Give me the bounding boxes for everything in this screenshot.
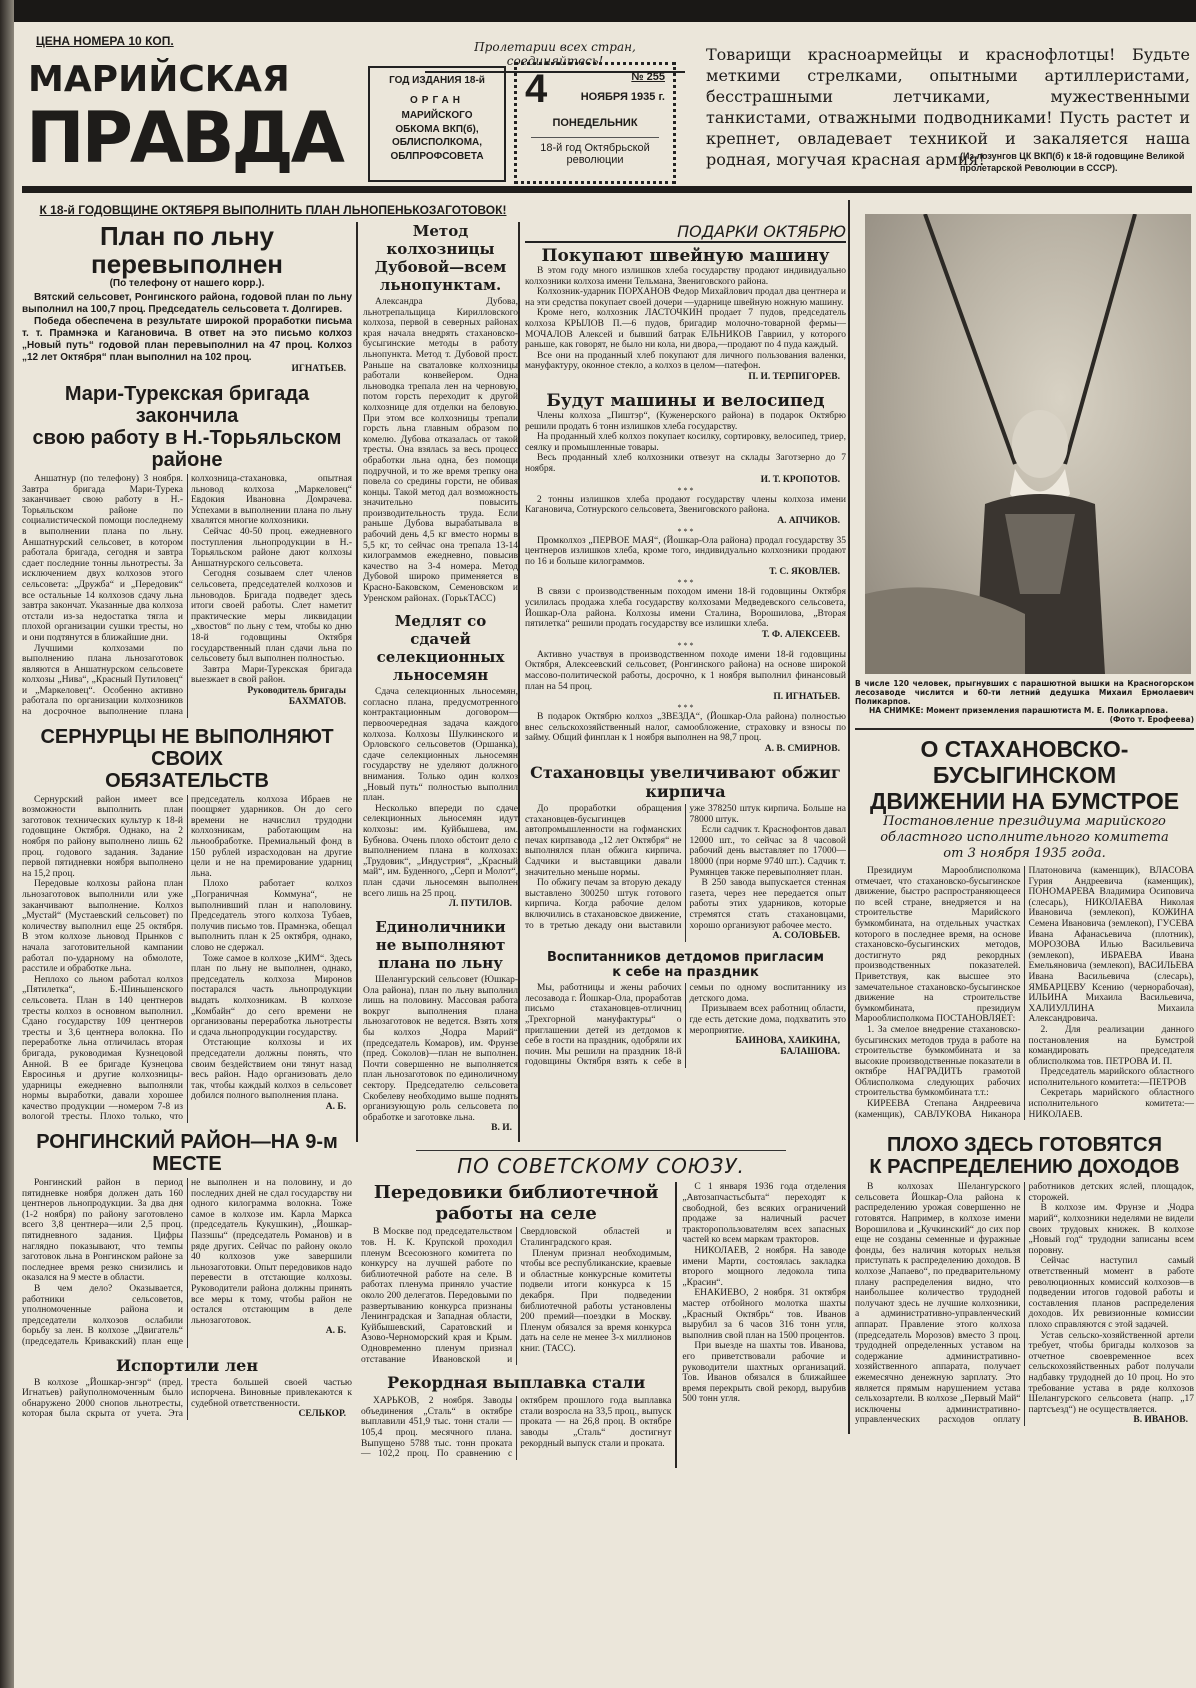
photo-caption: В числе 120 человек, прыгнувших с парашютной вышки на Красногорском лесозаводе числится и 60-ти летний дедушка Михаил Ермолаевич Поликарпов. [855,679,1194,706]
paragraph: До проработки обращения стахановцев-бусыгинцев автопромышленности на гофманских печах кирпзавода „12 лет Октября“ не выполнялся план обжига кирпича. Садчики и выставщики давали значительно меньше нормы. [525,804,682,878]
paragraph: Отстающие колхозы и их председатели должны понять, что своим бездействием они тянут назад весь район. Надо организовать дело так, чтобы каждый колхоз в сельсовет добился полного выполнения плана. [191,1038,352,1102]
paragraph: 2. Для реализации данного постановления на Бумстрой командировать председателя облисполкома тов. ПЕТРОВА И. П. [1028,1024,1194,1067]
headline: Единоличники не выполняют плана по льну [375,918,506,973]
paragraph: НИКОЛАЕВ, 2 ноября. На заводе имени Марти, состоялась закладка второго мощного ледокола типа „Красин“. [682,1245,846,1288]
date-box [514,62,676,184]
photo-parachutist [865,214,1191,674]
byline: Руководитель бригады [247,685,346,696]
paragraph: В связи с производственным походом имени 18-й годовщины Октября усилилась продажа хлеба государству колхозами Медведевского сельсовета, Йошкар-Ола района. Колхозы имени Сталина, Ворошилова, „Вторая пятилетка“ решили продать государству все излишки хлеба. [525,587,846,630]
article-steel-record [361,1373,671,1460]
separator-asterisks: * * * [677,703,694,713]
headline: Передовики библиотечной [373,1182,659,1204]
paragraph: Призываем всех работниц области, где есть детские дома, подхватить это мероприятие. [689,1004,846,1036]
newspaper-logo-line2: ПРАВДА [26,97,342,179]
paragraph: Все они на проданный хлеб покупают для личного пользования валенки, мануфактуру, оконное стекло, а колхоз в целом—патефон. [525,350,846,372]
byline: БАИНОВА, ХАИКИНА, [735,1036,840,1047]
paragraph: Сегодня созываем слет членов сельсовета, председателей колхозов и льноводов. Бригада подведет здесь итоги своей работы. Слет наметит практические меры ликвидации „хвостов“ по льну с тем, чтобы ко дню 18-й годовщины Октября государственный план сдачи льна по сельсовету был выполнен полностью. [191,569,352,665]
article-sewing-machine [525,246,846,383]
scan-left-edge [0,0,14,1688]
paragraph: Активно участвуя в производственном походе имени 18-й годовщины Октября, Алексеевский сельсовет, (Ронгинского района) на основе широкой массово-политической работы, досрочно, к 1 ноября выполнил финансовый план на 54 проц. [525,649,846,692]
paragraph: ЕНАКИЕВО, 2 ноября. 31 октября мастер отбойного молотка шахты „Красный Октябрь“ тов. Иванов вырубил за 6 часов 316 тонн угля, выполнив свой план на 1500 процентов. [682,1288,846,1341]
paragraph: Ронгинский район в период пятидневке ноября должен дать 160 центнеров льнопродукции. За два дня (1-2 ноября) по району заготовлено всего 3,8 центнера—или 2,5 проц. пятидневного задания. Цифры наглядно показывают, что темпы заготовок льна в Ронгинском районе за последнее время резко снизились и оказался на 9 месте в области. [22,1178,183,1284]
headline: ДВИЖЕНИИ НА БУМСТРОЕ [869,788,1180,814]
organ-line: МАРИЙСКОГО [401,110,473,121]
paragraph: Сдача селекционных льносемян, согласно плана, предусмотренного контрактационным договором—первоочередная задача каждого колхоза. Колхозы Шулкинского и Орловского сельсоветов (Оршанка), сдаче селекционных льносемян государству не уделяют должного внимания. Только один колхоз „Новый путь“ полностью выполнил план. [363,687,518,804]
paragraph: По обжигу печам за вторую декаду выставлено 300250 штук готового кирпича. Когда рабочие делом включились в стахановское движение, то в третью декаду они выставили уже 378250 штук кирпича. Больше на 78000 штук. [525,804,846,931]
paragraph: Устав сельско-хозяйственной артели требует, чтобы бригады колхозов за отчетное своевременное всех сельскохозяйственных работ получали надбавку трудодней до 10 проц. Но это требование устава в ряде колхозов Шелангурского сельсовета (напр. „17 партсъезд“) не осуществляется. [1028,1330,1194,1415]
paragraph: Несколько впереди по сдаче селекционных льносемян идут колхозы: им. Куйбышева, им. Бубнова. Очень плохо обстоит дело с выполнением плана в колхозах: „Трудовик“, „Индустрия“, „Красный май“, им. Буденного, „Серп и Молот“, план сдачи льносемян выполнен всего лишь на 25 проц. [363,803,518,899]
middle-top-row [356,222,846,1142]
paragraph: Александра Дубова, льнотрепальщица Кирилловского колхоза, первой в северных районах края начала внедрять стахановско-бусыгинские методы в работу льнопункта. Метод т. Дубовой прост. Раньше на сваталовке колхозницы работали конвейером. Одна льноводка трепала лен на черновую, потом горсть переходит к другой колхознице для отделки на беловую. При этом все колхозницы трепали горсть льна главным образом по комелю. Дубова отказалась от такой тресты. Она взялась за весь процесс обработки льна одна, без помощи подручной, и то же время трепку она повела со средины горсти, не обивая концы. Такой метод дал возможность значительно повысить производительность труда. Если раньше Дубова вырабатывала в рабочий день 4,5 кг вместо нормы в 5,5 кг, то сейчас она трепала 13-14 килограммов ежедневно, повысив качество на 3-4 номера. Метод Дубовой широко применяется в Красно-Баковском, Семеновском и Уренском районах. (ГорькТАСС) [363,297,518,604]
paragraph: В чем дело? Оказывается, работники сельсоветов, уполномоченные района и председатели колхозов ослабили борьбу за лен. В колхозе „Двигатель“ (председатель Кривакский) план еще не выполнен и на половину, и до последних дней не сдал государству ни одного килограмма волокна. Тоже самое в колхозе им. Карла Маркса (председатель Кукушкин), „Йошкар-Пазэшы“ (председатель Романов) и в ряде других. Сейчас по району около 40 колхозов уже завершили льнозаготовки. Опыт передовиков надо перевести в отстающие колхозы. Руководители района должны принять все меры к тому, чтобы район не остался отстающим в деле льнозаготовок. [22,1178,352,1347]
paragraph: В подарок Октябрю колхоз „ЗВЕЗДА“, (Йошкар-Ола района) полностью внес сельскохозяйственный налог, самообложение, страховку и взносы по займу. Общий финплан к 1 ноября выполнен на 98,7 проц. [525,712,846,744]
byline: А. СОЛОВЬЕВ. [772,931,840,942]
byline: ИГНАТЬЕВ. [291,364,346,374]
photo-caption-block [855,679,1194,724]
paragraph: В колхозе „Йошкар-энгэр“ (пред. Игнатьев) райуполномоченным было обнаружено 2000 снопов льнотресты, которая была скрыта от учета. Эта треста большей своей частью испорчена. Виновные привлекаются к судебной ответственности. [22,1377,352,1420]
separator-asterisks: * * * [677,640,694,650]
paragraph: Вятский сельсовет, Ронгинского района, годовой план по льну выполнил на 100,7 проц. Председатель сельсовета т. Долгирев. [22,292,352,315]
scan-top-edge [0,0,1196,22]
slogan-source: (Из лозунгов ЦК ВКП(б) к 18-й годовщине Великой пролетарской Революции в СССР). [960,151,1185,173]
photo-credit: (Фото т. Ерофеева) [1109,715,1194,724]
byline: Т. С. ЯКОВЛЕВ. [769,567,840,578]
organ-label: ОРГАН [410,94,464,106]
banner-headline: К 18-й ГОДОВЩИНЕ ОКТЯБРЯ ВЫПОЛНИТЬ ПЛАН ЛЬНОПЕНЬКОЗАГОТОВОК! [39,203,507,217]
issue-price: ЦЕНА НОМЕРА 10 КОП. [36,34,174,48]
paragraph: 2 тонны излишков хлеба продают государству члены колхоза имени Кагановича, Сотнурского сельсовета, Звениговского района. [525,494,846,516]
date-month-year: НОЯБРЯ 1935 г. [580,91,665,103]
headline: к себе на праздник [612,965,759,981]
paragraph: В колхозе им. Фрунзе и „Чодра марий“, колхозники неделями не видели своих трудовых книжек. В колхозе „Новый год“ трудодни записаны всем поровну. [1028,1203,1194,1256]
organ-box [368,66,506,182]
headline: свою работу в Н.-Торьяльском районе [32,427,342,471]
headline: Испортили лен [115,1355,259,1375]
paragraph: В 250 завода выпускается стенная газета, через нее передается опыт работы этих ударников, которые стремятся стать стахановцами, хорошо организуют рабочее место. [689,878,846,931]
paragraph: Секретарь марийского областного исполнительного комитета:—НИКОЛАЕВ. [1028,1088,1194,1120]
motto: Пролетарии всех стран, соединяйтесь! [425,40,685,73]
separator-asterisks: * * * [677,578,694,588]
divider [855,728,1194,730]
article-spoiled-flax [22,1356,352,1421]
byline: БАХМАТОВ. [288,696,346,707]
headline: Стахановцы увеличивают обжиг кирпича [530,763,841,801]
parachutist-figure-icon [865,214,1191,674]
headline: Метод колхозницы Дубовой—всем льнопунктам. [374,222,507,294]
article-mari-turek-brigade [22,383,352,718]
paragraph: Если садчик т. Краснофонтов давал 12000 шт., то сейчас за 8 часовой рабочий день выставляет по 17000—18000 (при норме 9740 шт.). Садчик т. Румянцев также перевыполняет план. [689,825,846,878]
paragraph: Плохо работает колхоз „Пограничная Коммуна“, не выполнивший план и наполовину. Председатель этого колхоза Тубаев, получив письмо тов. Прамнэка, обещал выполнить план к 25 октября, однако, слово не сдержал. [191,879,352,953]
subheadline: Постановление президиума марийского [883,814,1166,829]
paragraph: Победа обеспечена в результате широкой проработки письма т. т. Прамнэка и Кагановича. В ответ на это письмо колхоз „Новый путь“ годовой план перевыполнил на 47 проц. Колхоз „12 лет Октября“ план выполнил на 102 проц. [22,316,352,363]
middle-zone [356,222,846,1468]
byline: СЕЛЬКОР. [298,1409,346,1420]
article-individual-farmers [363,918,518,1134]
headline: РОНГИНСКИЙ РАЙОН—НА 9-м МЕСТЕ [36,1131,338,1176]
article-bumstroy-decree [855,736,1194,1120]
news-briefs [675,1182,846,1467]
paragraph: Мы, работницы и жены рабочих лесозавода г. Йошкар-Ола, проработав письмо стахановцев-отличниц „Трехгорной мануфактуры“ о приглашении детей из детдомов к себе в гости на праздник, одобряли их почин. Мы решили на праздник 18-й годовщины Октября взять к себе в семьи по одному воспитаннику из детского дома. [525,983,846,1068]
paragraph: КИРЕЕВА Степана Андреевича (каменщик), САВЛУКОВА Никанора Платоновича (каменщик), ВЛАСОВА Гурия Андреевича (каменщик), ПОНОМАРЕВА Владимира Осиповича (слесарь), НИКОЛАЕВА Николая Ивановича (землекоп), КОЖИНА Семена Ивановича (землекоп), ГУСЕВА Ивана Афанасьевича (плотник), МОРОЗОВА Илью Васильевича (землекоп), ИБРАЕВА Ивана Емельяновича (землекоп), ВАСИЛЬЕВА Ивана Васильевича (слесарь), ЯМБАРЦЕВУ Ксению (чернорабочая), ИЛЬИНА Михаила Васильевича, ХАЛИУЛЛИНА Михаила Александровича. [855,866,1194,1120]
subheadline: областного исполнительного комитета [880,830,1169,845]
article-library-work [361,1182,671,1365]
paragraph: Завтра Мари-Турекская бригада выезжает в свой район. [191,664,352,686]
paragraph: Председатель марийского областного исполнительного комитета:—ПЕТРОВ [1028,1067,1194,1088]
newspaper-logo-line1: МАРИЙСКАЯ [28,59,290,100]
paragraph: ХАРЬКОВ, 2 ноября. Заводы объединения „Сталь“ в октябре выплавили 451,9 тыс. тонн стали — 105,4 проц. месячного плана. Выпущено 5788 тыс. тонн проката — 102,2 проц. По сравнению с октябрем прошлого года выплавка стали возросла на 33,5 проц., выпуск проката — на 26,8 проц. В октябре заводы „Сталь“ достигнут рекордный выпуск стали и проката. [361,1396,672,1460]
byline: В. ИВАНОВ. [1133,1415,1188,1426]
paragraph: Сейчас 40-50 проц. ежедневного поступления льнопродукции в Н.-Торьяльском районе дают колхозы Аншатнурского сельсовета. [191,526,352,569]
organ-line: ОБЛИСПОЛКОМА, [391,137,483,148]
date-day: 4 [525,67,548,111]
headline: О СТАХАНОВСКО-БУСЫГИНСКОМ [920,736,1129,788]
paragraph: Тоже самое в колхозе „КИМ“. Здесь план по льну не выполнен, однако, председатель колхоза Миронов постарался часть льнопродукции выдать колхозникам. В колхозе „Комбайн“ до сего времени не организованы переработка льнотресты и сдача льнопродукции государству. [191,953,352,1038]
article-sernur [22,726,352,1123]
paragraph: Пленум признал необходимым, чтобы все республиканские, краевые и областные конкурсные комитеты подвели итоги конкурса к 15 декабря. При подведении библиотечной работы установлены 200 премий—поездки в Москву. Пленум обязался за время конкурса дать на селе не менее 3-х миллионов книг. (ТАСС). [520,1248,672,1354]
separator-asterisks: * * * [677,485,694,495]
headline: Мари-Турекская бригада закончила [64,383,310,427]
paragraph: Неплохо со льном работал колхоз „Пятилетка“, Б.-Шиньшенского сельсовета. План в 140 центнеров тресты колхоз в основном выполнил. Сдано государству 109 центнеров тресты и 3,6 центнера волокна. По переработке льна отличилась вторая бригада, руководимая Кузнецовой Анной. В ее бригаде Кузнецова Евросинья и другие колхозницы-ударницы ежедневно выполняли нормы выработки, давали хорошее качество продукции —номером 7-8 из вологой тресты. Плохо только, что председатель колхоза Ибраев не поощряет ударников. Он до сего времени не начислил трудодни колхозникам, работающим на льнообработке. Премиальный фонд в 150 рублей израсходован на другие цели и не на премирование ударниц льна. [22,794,352,1123]
revolution-year: 18-й год Октябрьской революции [531,137,659,166]
headline: ПЛОХО ЗДЕСЬ ГОТОВЯТСЯ [887,1134,1162,1157]
paragraph: В колхозах Шелангурского сельсовета Йошкар-Ола района к распределению урожая совершенно не готовятся. Например, в колхозе имени Ворошилова и „Кучкинский“ до сих пор еще не созданы семенные и фуражные фонды, без наличия которых нельзя приступать к распределению доходов. В колхозе „Чапаево“, по предварительному плану распределения видно, что наибольшее количество трудодней получают здесь не лучшие колхозники, а административно-управленческий аппарат. Правление этого колхоза (председатель Морозов) вместо 3 проц. трудодней определенных уставом на содержание административно-хозяйственного аппарата, получает ежемесячно денежную зарплату. Это является прямым нарушением устава сельхозартели. В колхозе „Первый Май“ исключены административно-управленческих расходов оплату работников детских яслей, площадок, сторожей. [855,1182,1194,1426]
paragraph: Президиум Марооблисполкома отмечает, что стахановско-бусыгинское движение, быстро распространяющееся по всей стране, внедряется и на строительстве Марийского бумкомбината, на отдельных участках которого в последнее время, на основе стахановско-бусыгинских методов, достигнуто ряд рекордных производственных показателей. Приветствуя, как высшее это замечательное стахановско-бусыгинское движение на строительстве бумкомбината, президиум Марооблисполкома ПОСТАНОВЛЯЕТ: [855,866,1021,1025]
paragraph: Сейчас наступил самый ответственный момент в работе революционных комиссий колхозов—в подведении итогов годовой работы и составления планов распределения доходов. Их ревизионные комиссии плохо справляются с этой задачей. [1028,1256,1194,1330]
headline: Рекордная выплавка стали [387,1373,646,1393]
byline: П. И. ТЕРПИГОРЕВ. [748,371,840,382]
headline: К РАСПРЕДЕЛЕНИЮ ДОХОДОВ [869,1156,1180,1179]
byline: А. Б. [325,1326,346,1337]
byline: А. В. СМИРНОВ. [764,744,840,754]
byline: А. Б. [325,1101,346,1112]
headline: Воспитанников детдомов пригласим [546,950,825,966]
organ-line: ОБКОМА ВКП(б), [395,123,479,135]
paragraph: Колхозник-ударник ПОРХАНОВ Федор Михайлович продал два центнера и на эти средства покупает своей дочери —ударнице швейную ножную машину. [525,287,846,308]
soviet-union-row [356,1182,846,1467]
byline: БАЛАШОВА. [780,1047,840,1058]
paragraph: Шелангурский сельсовет (Юшкар-Ола района), план по льну выполнил лишь на половину. Массовая работа вокруг выполнения плана льнозаготовок не ведется. Взять хотя бы колхоз „Чодра Марий“ (председатель Комаров), им. Фрунзе (пред. Соколов)—план не выполнен. Почти совершенно не выполняется план льнозаготовок по единоличному сектору. Председателю сельсовета Скобелеву необходимо выше поднять организующую роль сельсовета по обработке и заготовке льна. [363,975,518,1123]
section-october-gifts: ПОДАРКИ ОКТЯБРЮ [525,222,846,243]
paragraph: Весь проданный хлеб колхозники отвезут на склады Заготзерно до 7 ноября. [525,453,846,474]
article-orphanage-children [525,950,846,1068]
paragraph: Передовые колхозы района план льнозаготовок выполнили или уже заканчивают выполнение. Колхоз „Мустай“ (Мустаевский сельсовет) по количеству выполнил еще 25 октября. В этом колхозе льновод Прынков с начала заготовительной кампании работал по-ударному на обмолоте, расстиле и обработке льна. [22,879,183,975]
issue-number: № 255 [631,71,665,83]
paragraph: 1. За смелое внедрение стахановско-бусыгинских методов труда в работе на строительстве бумкомбината и за высокие производственные показатели в октябре НАГРАДИТЬ грамотой Облисполкома следующих рабочих строительства бумкомбината т.т.: [855,1024,1021,1099]
photo-caption: НА СНИМКЕ: Момент приземления парашютиста М. Е. Поликарпова. [869,706,1169,715]
paragraph: Аншатнур (по телефону) 3 ноября. Завтра бригада Мари-Турека заканчивает свою работу в Н.-Торьяльском районе по социалистической помощи последнему в выполнении плана по льну. Аншатнурский сельсовет, в котором работала бригада, сегодня и завтра сдает последние тонны льнотресты. За исключением двух колхозов этого сельсовета: „Дружба“ и „Передовик“ все остальные 14 колхозов сдачу льна завтра закончат. Указанные два колхоза отстали из-за недостатка тягла и плохой организации сушки тресты, но и они подтянутся в ближайшие дни. [22,474,183,643]
article-brick-firing [525,763,846,942]
headline: СЕРНУРЦЫ НЕ ВЫПОЛНЯЮТ СВОИХ [40,725,334,770]
article-income-distribution [855,1134,1194,1426]
paragraph: Сернурский район имеет все возможности выполнить план заготовок технических культур к 18-й годовщине Октября. Однако, на 2 ноября по району выполнено лишь 62 проц. годового задания. Задание первой пятидневки ноября выполнено на 15,2 проц. [22,794,183,879]
byline: Т. Ф. АЛЕКСЕЕВ. [761,629,840,640]
subheadline: от 3 ноября 1935 года. [943,846,1106,861]
publication-year: ГОД ИЗДАНИЯ 18-й [389,75,485,86]
byline: В. И. [491,1123,512,1134]
gifts-column [518,222,846,1142]
article-selection-seeds [363,612,518,910]
paragraph: Лучшими колхозами по выполнению плана льнозаготовок являются в Аншатнурском сельсовете колхозы „Нива“, „Красный Путиловец“ и „Маркеловец“. Особенно активно работала по организации колхозников на досрочное выполнение плана колхозница-стахановка, опытная льновод колхоза „Маркеловец“ Евдокия Ивановна Домрачева. Успехами в выполнении плана по льну хвалятся многие колхозники. [22,474,352,718]
headline: Медлят со сдачей селекционных льносемян [376,612,505,685]
byline: П. ИГНАТЬЕВ. [773,692,840,703]
paragraph: В этом году много излишков хлеба государству продают индивидуально колхозники колхоза имени Тельмана, Звениговского района. [525,266,846,287]
masthead-rule [22,186,1192,193]
byline: А. АПЧИКОВ. [777,515,840,526]
date-weekday: ПОНЕДЕЛЬНИК [552,117,638,129]
article-machines-bicycle [525,391,846,755]
slogan: Товарищи красноармейцы и краснофлотцы! Будьте меткими стрелками, опытными артиллеристами, бесстрашными летчиками, мужественными танкистами, отважными подводниками! Пусть растет и крепнет, овладевает техникой и закаляется наша родная, могучая красная армия! [706,45,1190,169]
headline: План по льну перевыполнен [90,221,284,279]
headline: ОБЯЗАТЕЛЬСТВ [105,769,269,792]
paragraph: При выезде на шахты тов. Иванова, его приветствовали рабочие и руководители шахтных организаций. Тов. Иванов обязался в ближайшее время перекрыть свой рекорд, вырубив 500 тонн угля. [682,1341,846,1405]
left-zone [22,222,352,1428]
organ-line: ОБЛПРОФСОВЕТА [390,150,484,162]
headline: работы на селе [435,1203,597,1225]
article-dubova-method [363,222,518,604]
paragraph: Промколхоз „ПЕРВОЕ МАЯ“, (Йошкар-Ола района) продал государству 35 центнеров излишков хлеба, кроме того, индивидуально колхозники продают по 16 и больше килограммов. [525,535,846,567]
paragraph: В Москве под председательством тов. Н. К. Крупской проходил пленум Всесоюзного комитета по конкурсу на лучшей работе по библиотечной работе на селе. В работах пленума приняло участие около 200 делегатов. Передовыми по развертыванию конкурса признаны Ленинградская и Западная области, Куйбышевский, Саратовский и Азово-Черноморский края и Крым. Одновременно пленум признал отставание Ивановской и Свердловской областей и Сталинградского края. [361,1227,672,1365]
article-flax-plan [22,222,352,375]
subheadline: (По телефону от нашего корр.). [109,278,265,289]
paragraph: На проданный хлеб колхоз покупает косилку, сортировку, велосипед, триер, сеялку и промышленные товары. [525,432,846,453]
right-zone [848,200,1194,1434]
headline: Покупают швейную машину [541,246,830,266]
headline: Будут машины и велосипед [546,390,825,411]
narrow-column [356,222,518,1142]
section-soviet-union: ПО СОВЕТСКОМУ СОЮЗУ. [416,1150,786,1178]
paragraph: Кроме него, колхозник ЛАСТОЧКИН продает 7 пудов, председатель колхоза КРЫЛОВ П.—6 пудов, бригадир молочно-товарной фермы—МОЧАЛОВ Алексей и бывший батрак ЕЛЬНИКОВ Гавриил, у которого раньше, как говорят, не было ни кола, ни двора,—продают по 4 пуда каждый. [525,308,846,351]
article-rongi-district [22,1131,352,1348]
byline: Л. ПУТИЛОВ. [448,899,512,910]
soviet-union-main [356,1182,671,1467]
paragraph: С 1 января 1936 года отделения „Автозапчастьсбыта“ переходят к свободной, без всяких ограничений продаже за наличный расчет тракторопользователям всех запасных частей ко всем маркам тракторов. [682,1182,846,1246]
paragraph: Члены колхоза „Пиштэр“, (Куженерского района) в подарок Октябрю решили продать 6 тонн излишков хлеба государству. [525,410,846,432]
byline: И. Т. КРОПОТОВ. [760,474,840,485]
separator-asterisks: * * * [677,526,694,536]
